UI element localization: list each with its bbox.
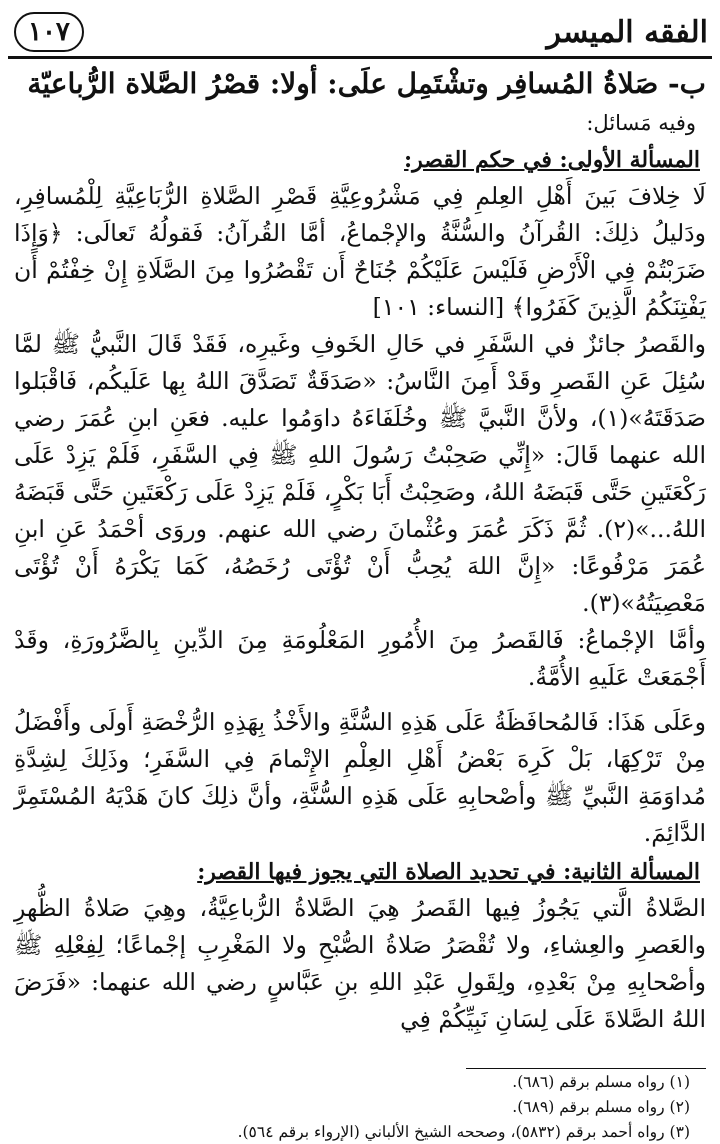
section-title: ب- صَلاةُ المُسافِر وتشْتَمِل علَى: أولا: قصْرُ الصَّلاة الرُّباعيّة (27, 67, 706, 100)
intro-line: وفيه مَسائل: (586, 111, 696, 135)
footnotes (14, 1068, 706, 1144)
page-number: ١٠٧ (14, 12, 84, 52)
running-header (8, 8, 712, 59)
issue-1-paragraph-2: والقَصرُ جائزٌ في السَّفَرِ في حَالِ الخَوفِ وغَيرِه، فَقَدْ قَالَ النَّبيُّ ﷺ لمَّا سُئِلَ عَنِ القَصرِ وقَدْ أَمِنَ النَّاسُ: «صَدَقَةٌ تَصَدَّقَ اللهُ بِها عَلَيكُم، فَاقْبَلوا صَدَقَتَهُ»(١)، ولأنَّ النَّبيَّ ﷺ وخُلَفَاءَهُ داوَمُوا عليه. فعَنِ ابنِ عُمَرَ رضي الله عنهما قَالَ: «إِنِّي صَحِبْتُ رَسُولَ اللهِ ﷺ فِي السَّفَرِ، فَلَمْ يَزِدْ عَلَى رَكْعَتَينِ حَتَّى قَبَضَهُ اللهُ، وصَحِبْتُ أَبَا بَكْرٍ، فَلَمْ يَزِدْ عَلَى رَكْعَتَينِ حَتَّى قَبَضَهُ اللهُ...»(٢). ثُمَّ ذَكَرَ عُمَرَ وعُثْمانَ رضي الله عنهم. وروَى أحْمَدُ عَنِ ابنِ عُمَرَ مَرْفُوعًا: «إِنَّ اللهَ يُحِبُّ أَنْ تُؤْتَى رُخَصُهُ، كَمَا يَكْرَهُ أَنْ تُؤْتَى مَعْصِيَتُهُ»(٣). (14, 330, 706, 617)
footnote-3: (٣) رواه أحمد برقم (٥٨٣٢)، وصححه الشيخ الألباني (الإرواء برقم ٥٦٤). (237, 1123, 690, 1141)
issue-1-heading-text: المسألة الأولى: في حكم القصر: (404, 147, 700, 173)
issue-2-heading (14, 854, 700, 890)
page-body (14, 62, 706, 1038)
issue-2-paragraph-1: الصَّلاةُ الَّتي يَجُوزُ فِيها القَصرُ هِيَ الصَّلاةُ الرُّباعِيَّةُ، وهِيَ صَلاةُ الظُّهرِ والعَصرِ والعِشاءِ، ولا تُقْصَرُ صَلاةُ الصُّبْحِ ولا المَغْرِبِ إجْماعًا؛ لِفِعْلِهِ ﷺ وأصْحابِهِ مِنْ بَعْدِهِ، ولِقَولِ عَبْدِ اللهِ بنِ عَبَّاسٍ رضي الله عنهما: «فَرَضَ اللهُ الصَّلاةَ عَلَى لِسَانِ نَبِيِّكُمْ فِي (14, 894, 706, 1033)
footnote-2: (٢) رواه مسلم برقم (٦٨٩). (512, 1098, 690, 1116)
issue-1-paragraph-1: لَا خِلافَ بَينَ أَهْلِ العِلمِ فِي مَشْرُوعِيَّةِ قَصْرِ الصَّلاةِ الرُّبَاعِيَّةِ لِلْمُسافِرِ، ودَليلُ ذلِكَ: القُرآنُ والسُّنَّةُ والإجْماعُ، أمَّا القُرآنُ: فَقولُهُ تَعالَى: ﴿وَإِذَا ضَرَبْتُمْ فِي الْأَرْضِ فَلَيْسَ عَلَيْكُمْ جُنَاحٌ أَن تَقْصُرُوا مِنَ الصَّلَاةِ إِنْ خِفْتُمْ أَن يَفْتِنَكُمُ الَّذِينَ كَفَرُوا﴾ [النساء: ١٠١] (14, 182, 706, 321)
issue-2-heading-text: المسألة الثانية: في تحديد الصلاة التي يجوز فيها القصر: (197, 859, 700, 885)
issue-1-paragraph-3: وأمَّا الإجْماعُ: فَالقَصرُ مِنَ الأُمُورِ المَعْلُومَةِ مِنَ الدِّينِ بِالضَّرُورَةِ، وقَدْ أَجْمَعَتْ عَلَيهِ الأُمَّةُ. (14, 626, 706, 691)
footnote-1: (١) رواه مسلم برقم (٦٨٦). (512, 1073, 690, 1091)
footnote-divider (466, 1068, 706, 1069)
issue-1-paragraph-4: وعَلَى هَذَا: فَالمُحافَظَةُ عَلَى هَذِهِ السُّنَّةِ والأَخْذُ بِهَذِهِ الرُّخْصَةِ أَولَى وأَفْضَلُ مِنْ تَرْكِهَا، بَلْ كَرِهَ بَعْضُ أَهْلِ العِلْمِ الإِتْمامَ فِي السَّفَرِ؛ وذَلِكَ لِشِدَّةِ مُداوَمَةِ النَّبيِّ ﷺ وأصْحابِهِ عَلَى هَذِهِ السُّنَّةِ، وأنَّ ذلِكَ كانَ هَدْيَهُ المُسْتَمِرَّ الدَّائِمَ. (14, 708, 706, 847)
issue-1-heading (14, 142, 700, 178)
book-title: الفقه الميسر (546, 14, 708, 50)
